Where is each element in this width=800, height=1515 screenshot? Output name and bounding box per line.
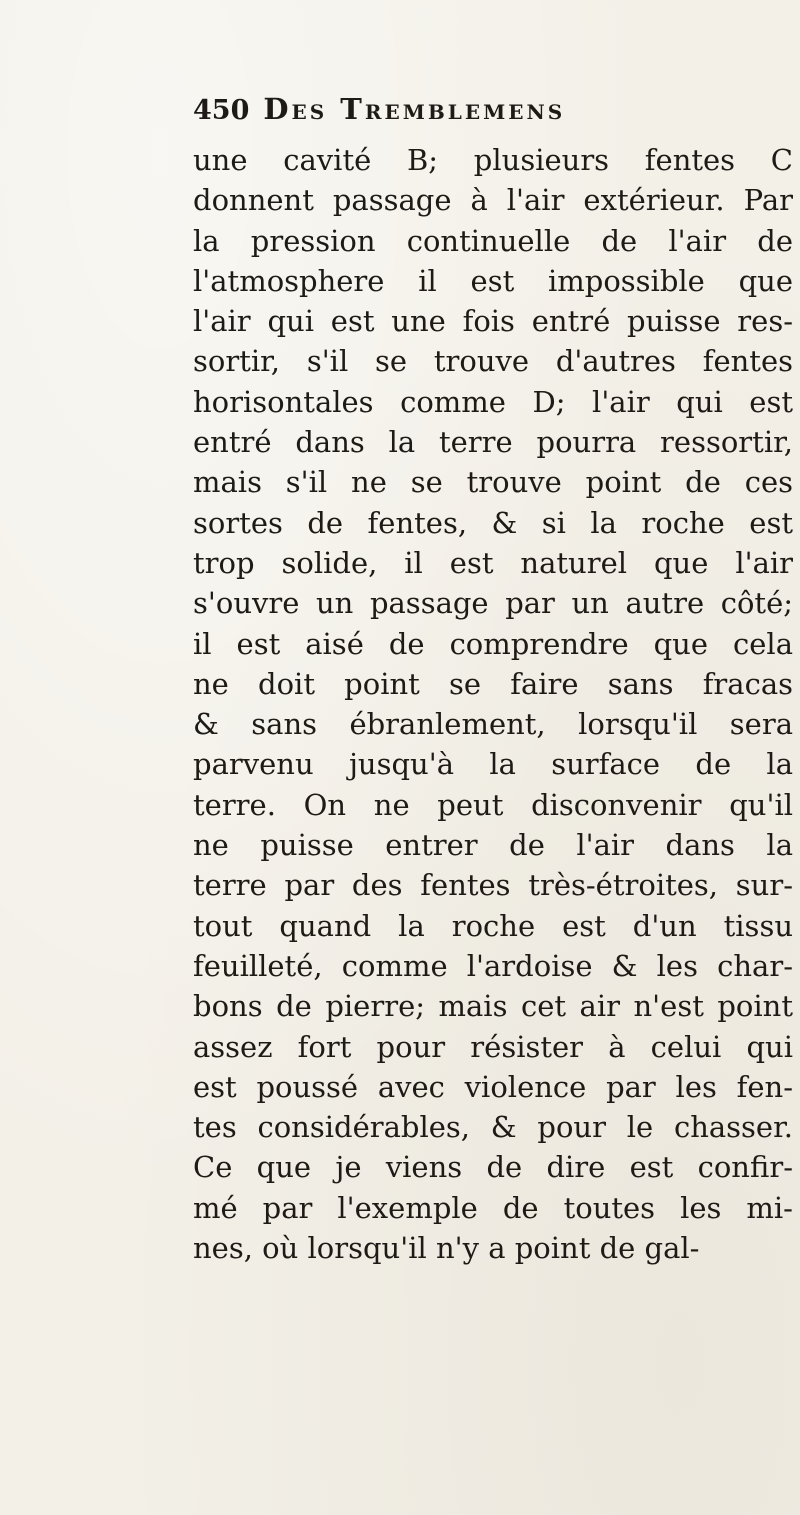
running-head: Des Tremblemens	[263, 92, 566, 126]
text-line: est poussé avec violence par les fen-	[193, 1069, 793, 1104]
text-line: & sans ébranlement, lorsqu'il sera	[193, 707, 793, 742]
text-line: nes, où lorsqu'il n'y a point de gal-	[193, 1231, 700, 1266]
text-line: sortir, s'il se trouve d'autres fentes	[193, 344, 793, 379]
text-line: tout quand la roche est d'un tissu	[193, 908, 793, 943]
text-line: trop solide, il est naturel que l'air	[193, 545, 793, 580]
text-line: assez fort pour résister à celui qui	[193, 1029, 793, 1064]
text-line: l'air qui est une fois entré puisse res-	[193, 304, 793, 339]
page-number: 450	[193, 95, 250, 126]
text-line: s'ouvre un passage par un autre côté;	[193, 586, 793, 621]
text-line: mé par l'exemple de toutes les mi-	[193, 1190, 793, 1225]
text-line: feuilleté, comme l'ardoise & les char-	[193, 948, 793, 983]
text-line: sortes de fentes, & si la roche est	[193, 505, 793, 540]
text-line: entré dans la terre pourra ressortir,	[193, 425, 793, 460]
body-text	[193, 140, 793, 1268]
text-line: terre par des fentes très-étroites, sur-	[193, 868, 793, 903]
text-line: une cavité B; plusieurs fentes C	[193, 143, 793, 177]
text-line: la pression continuelle de l'air de	[193, 223, 793, 258]
text-line: horisontales comme D; l'air qui est	[193, 384, 793, 419]
text-line: bons de pierre; mais cet air n'est point	[193, 989, 793, 1024]
text-line: Ce que je viens de dire est confir-	[193, 1150, 793, 1185]
text-line: tes considérables, & pour le chasser.	[193, 1110, 793, 1145]
text-line: l'atmosphere il est impossible que	[193, 263, 793, 298]
text-line: ne puisse entrer de l'air dans la	[193, 828, 793, 863]
page-header	[193, 92, 793, 132]
text-line: mais s'il ne se trouve point de ces	[193, 465, 793, 500]
text-line: donnent passage à l'air extérieur. Par	[193, 183, 793, 218]
text-line: parvenu jusqu'à la surface de la	[193, 747, 793, 782]
text-line: terre. On ne peut disconvenir qu'il	[193, 787, 793, 822]
text-line: ne doit point se faire sans fracas	[193, 666, 793, 701]
text-line: il est aisé de comprendre que cela	[193, 626, 793, 661]
